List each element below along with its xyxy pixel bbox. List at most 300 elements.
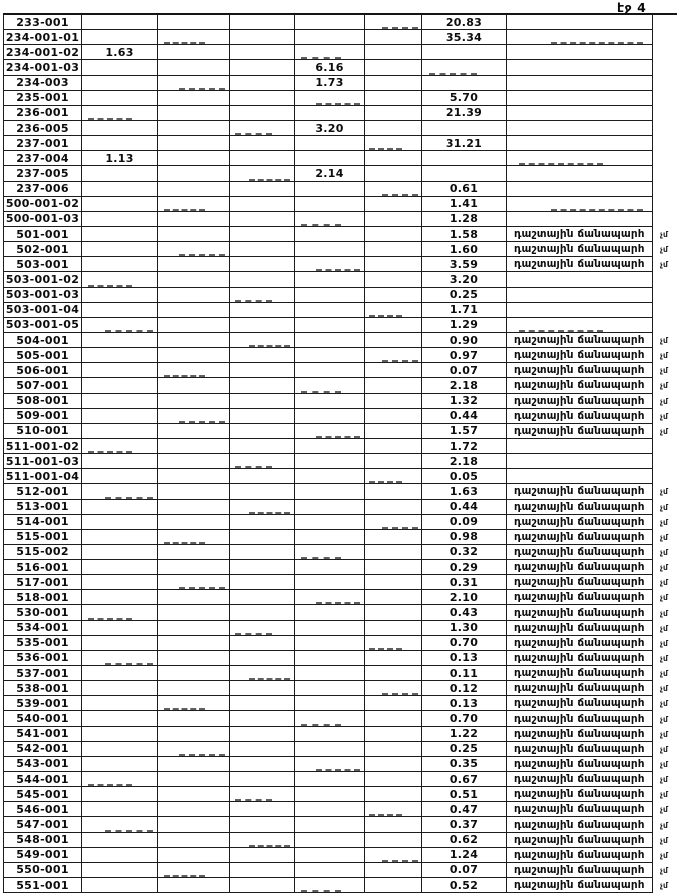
value-col6-cell: [365, 817, 422, 832]
value-col2-cell: [82, 515, 158, 530]
value-col4-cell: [230, 560, 295, 575]
value-col5-cell: [295, 439, 365, 454]
value-col4-cell: [230, 863, 295, 878]
table-row: [3, 303, 677, 318]
value-col6-cell: [365, 681, 422, 696]
value-col2-cell: [82, 333, 158, 348]
value-col6-cell: [365, 212, 422, 227]
value-col4-cell: [230, 45, 295, 60]
area-value-cell: 0.07: [422, 863, 507, 878]
parcel-code-cell: 503-001-02: [3, 272, 82, 287]
value-col2-cell: 1.63: [82, 45, 158, 60]
value-col2-cell: [82, 636, 158, 651]
table-row: [3, 257, 677, 272]
value-col6-cell: [365, 272, 422, 287]
value-col2-cell: [82, 30, 158, 45]
parcel-code-cell: 543-001: [3, 757, 82, 772]
value-col4-cell: [230, 288, 295, 303]
table-row: [3, 500, 677, 515]
value-col4-cell: [230, 621, 295, 636]
parcel-code-cell: 540-001: [3, 711, 82, 726]
table-row: [3, 863, 677, 878]
value-col6-cell: [365, 636, 422, 651]
parcel-code-cell: 234-001-01: [3, 30, 82, 45]
value-col4-cell: [230, 76, 295, 91]
value-col6-cell: [365, 621, 422, 636]
value-col3-cell: [158, 439, 230, 454]
parcel-code-cell: 503-001-05: [3, 318, 82, 333]
area-value-cell: [422, 76, 507, 91]
margin-note: չմ: [660, 230, 669, 240]
land-type-cell: դաշտային ճանապարհ: [507, 802, 653, 817]
value-col5-cell: [295, 272, 365, 287]
parcel-code-cell: 502-001: [3, 242, 82, 257]
margin-note: չմ: [660, 850, 669, 860]
land-type-cell: [507, 272, 653, 287]
value-col4-cell: [230, 348, 295, 363]
value-col4-cell: [230, 197, 295, 212]
land-type-cell: դաշտային ճանապարհ: [507, 500, 653, 515]
table-row: [3, 651, 677, 666]
land-type-cell: [507, 166, 653, 181]
value-col4-cell: [230, 91, 295, 106]
area-value-cell: 1.24: [422, 848, 507, 863]
value-col4-cell: [230, 530, 295, 545]
land-type-cell: դաշտային ճանապարհ: [507, 681, 653, 696]
table-row: [3, 45, 677, 60]
value-col5-cell: [295, 833, 365, 848]
land-type-cell: դաշտային ճանապարհ: [507, 636, 653, 651]
area-value-cell: 0.13: [422, 651, 507, 666]
value-col3-cell: [158, 394, 230, 409]
area-value-cell: [422, 151, 507, 166]
margin-note: չմ: [660, 638, 669, 648]
table-row: [3, 348, 677, 363]
parcel-code-cell: 515-002: [3, 545, 82, 560]
value-col2-cell: [82, 727, 158, 742]
area-value-cell: 2.10: [422, 590, 507, 605]
table-row: [3, 802, 677, 817]
area-value-cell: 0.37: [422, 817, 507, 832]
value-col5-cell: [295, 848, 365, 863]
value-col3-cell: [158, 348, 230, 363]
value-col6-cell: [365, 560, 422, 575]
margin-note: չմ: [660, 593, 669, 603]
value-col3-cell: [158, 257, 230, 272]
table-row: [3, 121, 677, 136]
area-value-cell: 0.44: [422, 500, 507, 515]
table-row: [3, 545, 677, 560]
value-col4-cell: [230, 182, 295, 197]
land-type-cell: [507, 15, 653, 30]
value-col5-cell: [295, 681, 365, 696]
table-row: [3, 424, 677, 439]
parcel-code-cell: 547-001: [3, 817, 82, 832]
value-col2-cell: [82, 742, 158, 757]
land-type-cell: [507, 318, 653, 333]
value-col5-cell: [295, 742, 365, 757]
value-col3-cell: [158, 727, 230, 742]
parcel-code-cell: 237-004: [3, 151, 82, 166]
value-col5-cell: [295, 787, 365, 802]
area-value-cell: 1.28: [422, 212, 507, 227]
area-value-cell: 1.71: [422, 303, 507, 318]
value-col3-cell: [158, 833, 230, 848]
value-col5-cell: [295, 605, 365, 620]
area-value-cell: 1.22: [422, 727, 507, 742]
margin-note: չմ: [660, 351, 669, 361]
value-col2-cell: [82, 363, 158, 378]
parcel-code-cell: 538-001: [3, 681, 82, 696]
table-row: [3, 772, 677, 787]
parcel-code-cell: 518-001: [3, 590, 82, 605]
value-col4-cell: [230, 30, 295, 45]
value-col2-cell: [82, 166, 158, 181]
value-col4-cell: [230, 272, 295, 287]
value-col3-cell: [158, 121, 230, 136]
area-value-cell: 1.72: [422, 439, 507, 454]
value-col5-cell: [295, 802, 365, 817]
land-type-cell: [507, 454, 653, 469]
value-col4-cell: [230, 575, 295, 590]
parcel-code-cell: 516-001: [3, 560, 82, 575]
value-col6-cell: [365, 166, 422, 181]
value-col6-cell: [365, 348, 422, 363]
value-col2-cell: [82, 787, 158, 802]
value-col3-cell: [158, 590, 230, 605]
value-col4-cell: [230, 166, 295, 181]
land-type-cell: դաշտային ճանապարհ: [507, 484, 653, 499]
value-col5-cell: [295, 575, 365, 590]
land-type-cell: դաշտային ճանապարհ: [507, 257, 653, 272]
margin-note: [653, 121, 677, 136]
value-col5-cell: [295, 363, 365, 378]
land-type-cell: [507, 91, 653, 106]
table-row: [3, 515, 677, 530]
value-col3-cell: [158, 651, 230, 666]
value-col6-cell: [365, 757, 422, 772]
area-value-cell: 1.60: [422, 242, 507, 257]
land-type-cell: դաշտային ճանապարհ: [507, 878, 653, 893]
value-col2-cell: [82, 348, 158, 363]
value-col3-cell: [158, 272, 230, 287]
area-value-cell: 0.25: [422, 742, 507, 757]
table-row: [3, 454, 677, 469]
margin-note: չմ: [660, 805, 669, 815]
value-col6-cell: [365, 666, 422, 681]
margin-note: [653, 166, 677, 181]
value-col2-cell: [82, 394, 158, 409]
margin-note: [653, 272, 677, 287]
margin-note: չմ: [660, 487, 669, 497]
land-type-cell: [507, 151, 653, 166]
value-col5-cell: [295, 378, 365, 393]
parcel-code-cell: 513-001: [3, 500, 82, 515]
area-value-cell: 1.58: [422, 227, 507, 242]
value-col4-cell: [230, 833, 295, 848]
value-col6-cell: [365, 787, 422, 802]
value-col6-cell: [365, 530, 422, 545]
area-value-cell: 0.70: [422, 711, 507, 726]
land-type-cell: [507, 45, 653, 60]
value-col5-cell: [295, 590, 365, 605]
value-col2-cell: [82, 696, 158, 711]
margin-note: [653, 303, 677, 318]
value-col5-cell: [295, 318, 365, 333]
table-row: [3, 197, 677, 212]
value-col2-cell: [82, 878, 158, 893]
table-row: [3, 30, 677, 45]
parcel-code-cell: 515-001: [3, 530, 82, 545]
parcel-code-cell: 234-003: [3, 76, 82, 91]
value-col4-cell: [230, 409, 295, 424]
land-type-cell: [507, 60, 653, 75]
parcel-code-cell: 503-001-04: [3, 303, 82, 318]
value-col5-cell: [295, 227, 365, 242]
margin-note: [653, 197, 677, 212]
land-type-cell: [507, 303, 653, 318]
parcel-code-cell: 539-001: [3, 696, 82, 711]
value-col5-cell: [295, 696, 365, 711]
value-col3-cell: [158, 545, 230, 560]
margin-note: [653, 45, 677, 60]
value-col2-cell: [82, 303, 158, 318]
value-col5-cell: [295, 772, 365, 787]
area-value-cell: 0.25: [422, 288, 507, 303]
value-col5-cell: [295, 394, 365, 409]
table-row: [3, 666, 677, 681]
value-col6-cell: [365, 878, 422, 893]
margin-note: չմ: [660, 684, 669, 694]
value-col6-cell: [365, 833, 422, 848]
value-col2-cell: [82, 136, 158, 151]
land-type-cell: դաշտային ճանապարհ: [507, 545, 653, 560]
land-type-cell: դաշտային ճանապարհ: [507, 424, 653, 439]
parcel-code-cell: 503-001-03: [3, 288, 82, 303]
land-type-cell: [507, 182, 653, 197]
parcel-code-cell: 514-001: [3, 515, 82, 530]
value-col6-cell: [365, 590, 422, 605]
value-col3-cell: [158, 621, 230, 636]
land-type-cell: դաշտային ճանապարհ: [507, 727, 653, 742]
margin-note: [653, 182, 677, 197]
land-type-cell: դաշտային ճանապարհ: [507, 560, 653, 575]
value-col2-cell: [82, 424, 158, 439]
table-row: [3, 575, 677, 590]
value-col6-cell: [365, 424, 422, 439]
value-col4-cell: [230, 469, 295, 484]
value-col6-cell: [365, 45, 422, 60]
value-col4-cell: [230, 484, 295, 499]
margin-note: չմ: [660, 366, 669, 376]
margin-note: [653, 91, 677, 106]
value-col4-cell: [230, 227, 295, 242]
value-col5-cell: [295, 878, 365, 893]
value-col2-cell: [82, 288, 158, 303]
value-col5-cell: [295, 651, 365, 666]
parcel-code-cell: 504-001: [3, 333, 82, 348]
value-col5-cell: [295, 151, 365, 166]
land-type-cell: դաշտային ճանապարհ: [507, 409, 653, 424]
area-value-cell: 1.30: [422, 621, 507, 636]
value-col3-cell: [158, 500, 230, 515]
value-col6-cell: [365, 182, 422, 197]
value-col4-cell: [230, 757, 295, 772]
value-col6-cell: [365, 605, 422, 620]
value-col6-cell: [365, 651, 422, 666]
margin-note: [653, 454, 677, 469]
margin-note: չմ: [660, 669, 669, 679]
parcel-code-cell: 548-001: [3, 833, 82, 848]
land-type-cell: [507, 30, 653, 45]
value-col4-cell: [230, 651, 295, 666]
value-col2-cell: [82, 817, 158, 832]
table-row: [3, 136, 677, 151]
value-col5-cell: [295, 136, 365, 151]
area-value-cell: 0.62: [422, 833, 507, 848]
value-col2-cell: [82, 91, 158, 106]
margin-note: [653, 151, 677, 166]
land-type-cell: դաշտային ճանապարհ: [507, 515, 653, 530]
table-row: [3, 742, 677, 757]
area-value-cell: 0.44: [422, 409, 507, 424]
value-col6-cell: [365, 242, 422, 257]
value-col2-cell: [82, 257, 158, 272]
table-row: [3, 530, 677, 545]
margin-note: չմ: [660, 396, 669, 406]
area-value-cell: 0.52: [422, 878, 507, 893]
margin-note: չմ: [660, 260, 669, 270]
value-col3-cell: [158, 303, 230, 318]
land-type-cell: դաշտային ճանապարհ: [507, 333, 653, 348]
area-value-cell: 0.61: [422, 182, 507, 197]
table-row: [3, 182, 677, 197]
area-value-cell: 0.90: [422, 333, 507, 348]
land-type-cell: դաշտային ճանապարհ: [507, 363, 653, 378]
value-col4-cell: [230, 212, 295, 227]
value-col6-cell: [365, 500, 422, 515]
value-col4-cell: [230, 303, 295, 318]
margin-note: չմ: [660, 336, 669, 346]
value-col3-cell: [158, 863, 230, 878]
parcel-code-cell: 551-001: [3, 878, 82, 893]
land-type-cell: դաշտային ճանապարհ: [507, 772, 653, 787]
table-row: [3, 636, 677, 651]
value-col5-cell: [295, 424, 365, 439]
value-col5-cell: [295, 348, 365, 363]
value-col3-cell: [158, 91, 230, 106]
area-value-cell: 31.21: [422, 136, 507, 151]
value-col5-cell: 1.73: [295, 76, 365, 91]
parcel-code-cell: 235-001: [3, 91, 82, 106]
table-row: [3, 333, 677, 348]
page-number-label: էջ 4: [617, 0, 647, 15]
value-col5-cell: [295, 409, 365, 424]
table-row: [3, 439, 677, 454]
area-value-cell: 21.39: [422, 106, 507, 121]
value-col4-cell: [230, 802, 295, 817]
area-value-cell: 0.47: [422, 802, 507, 817]
value-col6-cell: [365, 333, 422, 348]
value-col3-cell: [158, 605, 230, 620]
margin-note: [653, 288, 677, 303]
value-col3-cell: [158, 136, 230, 151]
margin-note: չմ: [660, 714, 669, 724]
margin-note: չմ: [660, 381, 669, 391]
land-type-cell: դաշտային ճանապարհ: [507, 787, 653, 802]
value-col4-cell: [230, 711, 295, 726]
area-value-cell: 0.11: [422, 666, 507, 681]
value-col5-cell: [295, 545, 365, 560]
value-col4-cell: [230, 121, 295, 136]
parcel-code-cell: 534-001: [3, 621, 82, 636]
value-col2-cell: [82, 106, 158, 121]
area-value-cell: 0.31: [422, 575, 507, 590]
value-col3-cell: [158, 560, 230, 575]
value-col4-cell: [230, 742, 295, 757]
value-col3-cell: [158, 711, 230, 726]
value-col6-cell: [365, 469, 422, 484]
parcel-code-cell: 236-005: [3, 121, 82, 136]
parcel-code-cell: 507-001: [3, 378, 82, 393]
parcel-code-cell: 501-001: [3, 227, 82, 242]
margin-note: չմ: [660, 623, 669, 633]
value-col5-cell: [295, 45, 365, 60]
value-col2-cell: [82, 863, 158, 878]
value-col6-cell: [365, 742, 422, 757]
value-col5-cell: [295, 500, 365, 515]
parcel-code-cell: 546-001: [3, 802, 82, 817]
value-col6-cell: [365, 848, 422, 863]
value-col2-cell: [82, 681, 158, 696]
margin-note: չմ: [660, 775, 669, 785]
value-col4-cell: [230, 60, 295, 75]
table-row: [3, 288, 677, 303]
value-col4-cell: [230, 500, 295, 515]
area-value-cell: 2.18: [422, 454, 507, 469]
margin-note: [653, 212, 677, 227]
parcel-code-cell: 549-001: [3, 848, 82, 863]
area-value-cell: 1.41: [422, 197, 507, 212]
margin-note: [653, 469, 677, 484]
table-row: [3, 696, 677, 711]
value-col4-cell: [230, 257, 295, 272]
value-col4-cell: [230, 106, 295, 121]
value-col6-cell: [365, 15, 422, 30]
parcel-area-table: [3, 13, 677, 893]
value-col5-cell: [295, 666, 365, 681]
value-col4-cell: [230, 878, 295, 893]
value-col6-cell: [365, 76, 422, 91]
parcel-code-cell: 544-001: [3, 772, 82, 787]
table-row: [3, 590, 677, 605]
margin-note: [653, 60, 677, 75]
table-row: [3, 560, 677, 575]
value-col4-cell: [230, 666, 295, 681]
table-row: [3, 833, 677, 848]
land-type-cell: դաշտային ճանապարհ: [507, 711, 653, 726]
value-col4-cell: [230, 727, 295, 742]
area-value-cell: 1.57: [422, 424, 507, 439]
value-col4-cell: [230, 772, 295, 787]
table-row: [3, 212, 677, 227]
value-col6-cell: [365, 288, 422, 303]
table-row: [3, 484, 677, 499]
margin-note: չմ: [660, 532, 669, 542]
land-type-cell: [507, 106, 653, 121]
table-row: [3, 15, 677, 30]
value-col2-cell: [82, 378, 158, 393]
